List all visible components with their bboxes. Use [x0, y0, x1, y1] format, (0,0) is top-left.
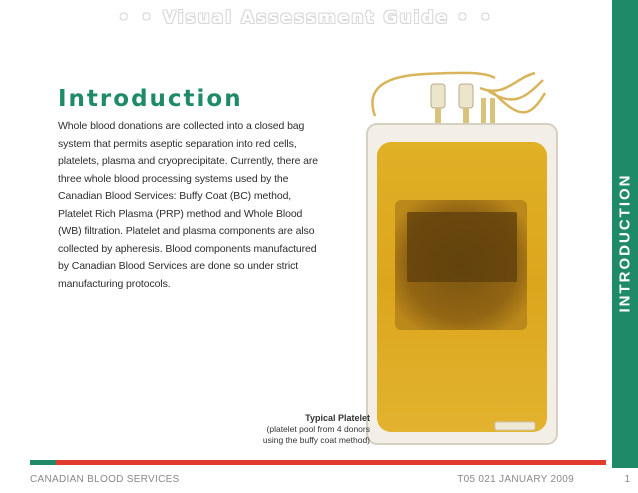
footer-document-code: T05 021 JANUARY 2009: [457, 474, 574, 485]
intro-paragraph: Whole blood donations are collected into a closed bag system that permits aseptic separation into red cells, platelets, plasma and cryoprecipitate. Currently, there are three whole blood processing systems used by the Canadian Blood Services: Buffy Coat (BC) method, Platelet Rich Plasma (PRP) method and Whole Blood (WB) filtration. Platelet and plasma components are also collected by apheresis. Blood components manufactured by Canadian Blood Services are done so under strict manufacturing protocols.: [58, 120, 319, 290]
caption-line: using the buffy coat method): [262, 435, 370, 445]
figure-caption: [250, 413, 370, 446]
guide-title: [0, 8, 612, 28]
page-heading: Introduction: [58, 86, 243, 112]
page-number: 1: [624, 474, 630, 485]
title-dots-right: • •: [457, 8, 494, 28]
footer-organization: CANADIAN BLOOD SERVICES: [30, 474, 180, 485]
section-side-tab: [612, 0, 638, 468]
caption-line: (platelet pool from 4 donors: [266, 424, 370, 434]
footer-rule-green: [30, 460, 56, 465]
guide-title-text: Visual Assessment Guide: [162, 8, 450, 28]
title-dots-left: • •: [118, 8, 155, 28]
section-tab-label: INTRODUCTION: [616, 173, 634, 313]
footer-rule: [30, 460, 606, 465]
caption-title: Typical Platelet: [305, 413, 370, 423]
platelet-bag-image: [345, 68, 575, 448]
footer-rule-red: [56, 460, 606, 465]
bag-label: [407, 212, 517, 282]
